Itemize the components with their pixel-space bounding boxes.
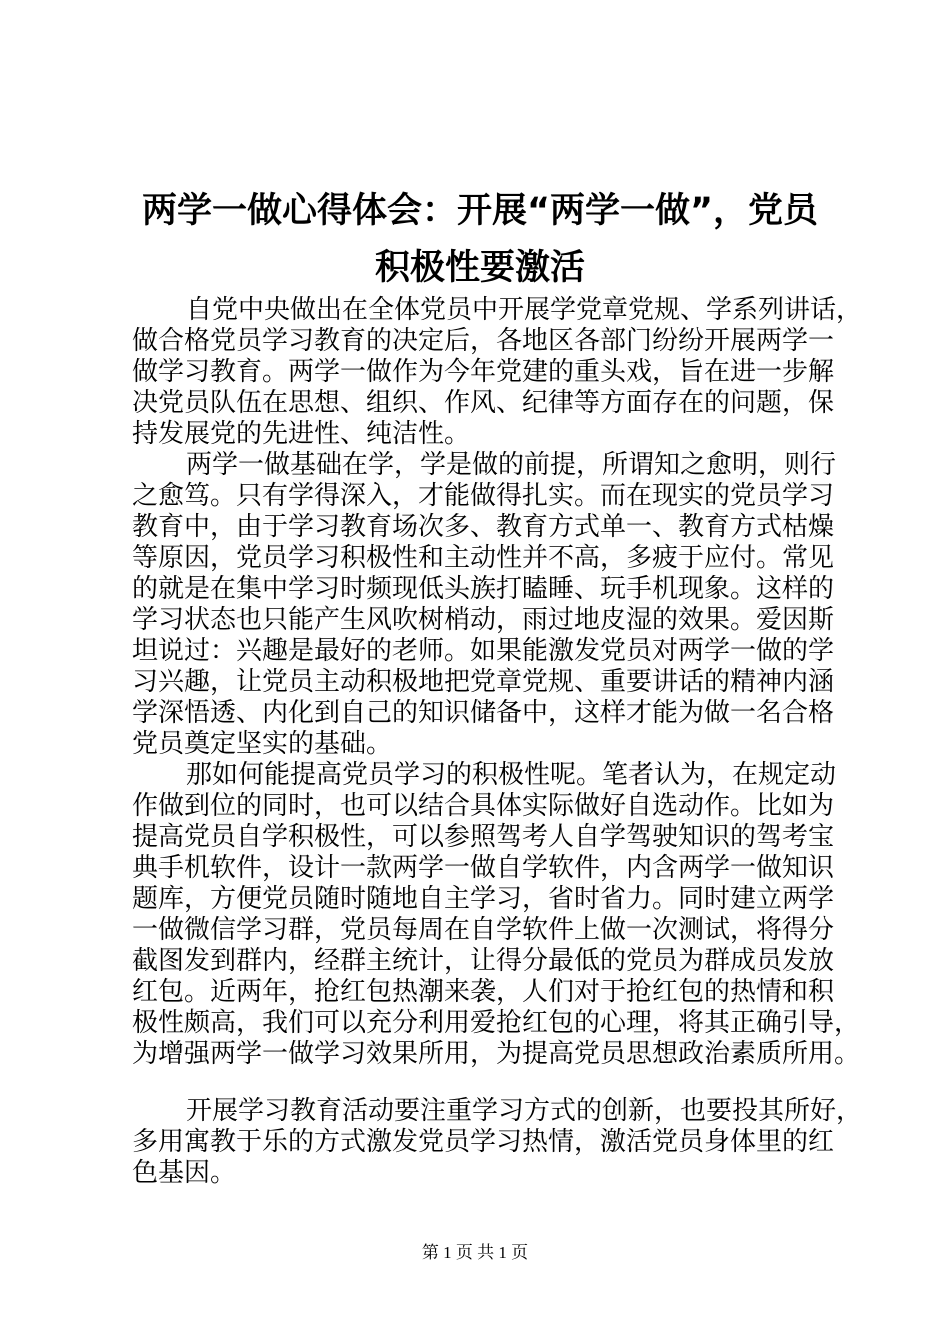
text-line: 两学一做基础在学，学是做的前提，所谓知之愈明，则行 <box>186 450 837 480</box>
text-line: 决党员队伍在思想、组织、作风、纪律等方面存在的问题，保 <box>132 388 835 418</box>
text-line: 红包。近两年，抢红包热潮来袭，人们对于抢红包的热情和积 <box>132 977 835 1007</box>
paragraph-1 <box>132 295 863 450</box>
text-line: 教育中，由于学习教育场次多、教育方式单一、教育方式枯燥 <box>132 512 835 542</box>
text-line: 自党中央做出在全体党员中开展学党章党规、学系列讲话， <box>186 295 863 325</box>
text-line: 作做到位的同时，也可以结合具体实际做好自选动作。比如为 <box>132 791 835 821</box>
text-line: 一做微信学习群，党员每周在自学软件上做一次测试，将得分 <box>132 915 835 945</box>
text-line: 坦说过：兴趣是最好的老师。如果能激发党员对两学一做的学 <box>132 636 835 666</box>
text-line: 持发展党的先进性、纯洁性。 <box>132 419 471 449</box>
text-line: 提高党员自学积极性，可以参照驾考人自学驾驶知识的驾考宝 <box>132 822 835 852</box>
paragraph-3 <box>132 760 861 1070</box>
paragraph-spacer <box>132 1070 852 1096</box>
text-line: 开展学习教育活动要注重学习方式的创新，也要投其所好， <box>186 1096 863 1126</box>
text-line: 党员奠定坚实的基础。 <box>132 729 393 759</box>
page-footer: 第 1 页 共 1 页 <box>421 1243 529 1262</box>
text-line: 学深悟透、内化到自己的知识储备中，这样才能为做一名合格 <box>132 698 835 728</box>
paragraph-4 <box>132 1096 863 1189</box>
text-line: 极性颇高，我们可以充分利用爱抢红包的心理，将其正确引导， <box>132 1008 861 1038</box>
text-line: 为增强两学一做学习效果所用，为提高党员思想政治素质所用。 <box>132 1039 861 1069</box>
text-line: 做合格党员学习教育的决定后，各地区各部门纷纷开展两学一 <box>132 326 835 356</box>
title-line: 积极性要激活 <box>374 248 585 288</box>
text-line: 做学习教育。两学一做作为今年党建的重头戏，旨在进一步解 <box>132 357 835 387</box>
text-line: 题库，方便党员随时随地自主学习，省时省力。同时建立两学 <box>132 884 835 914</box>
text-line: 之愈笃。只有学得深入，才能做得扎实。而在现实的党员学习 <box>132 481 835 511</box>
text-line: 等原因，党员学习积极性和主动性并不高，多疲于应付。常见 <box>132 543 835 573</box>
text-line: 色基因。 <box>132 1158 237 1188</box>
text-line: 截图发到群内，经群主统计，让得分最低的党员为群成员发放 <box>132 946 835 976</box>
paragraph-2 <box>132 450 852 760</box>
text-line: 习兴趣，让党员主动积极地把党章党规、重要讲话的精神内涵 <box>132 667 835 697</box>
text-line: 那如何能提高党员学习的积极性呢。笔者认为，在规定动 <box>186 760 837 790</box>
text-line: 典手机软件，设计一款两学一做自学软件，内含两学一做知识 <box>132 853 835 883</box>
document-body <box>132 295 863 1189</box>
text-line: 的就是在集中学习时频现低头族打瞌睡、玩手机现象。这样的 <box>132 574 835 604</box>
text-line: 学习状态也只能产生风吹树梢动，雨过地皮湿的效果。爱因斯 <box>132 605 835 635</box>
title-line: 两学一做心得体会：开展“两学一做”，党员 <box>141 191 818 231</box>
text-line: 多用寓教于乐的方式激发党员学习热情，激活党员身体里的红 <box>132 1127 835 1157</box>
document-title <box>120 183 840 297</box>
